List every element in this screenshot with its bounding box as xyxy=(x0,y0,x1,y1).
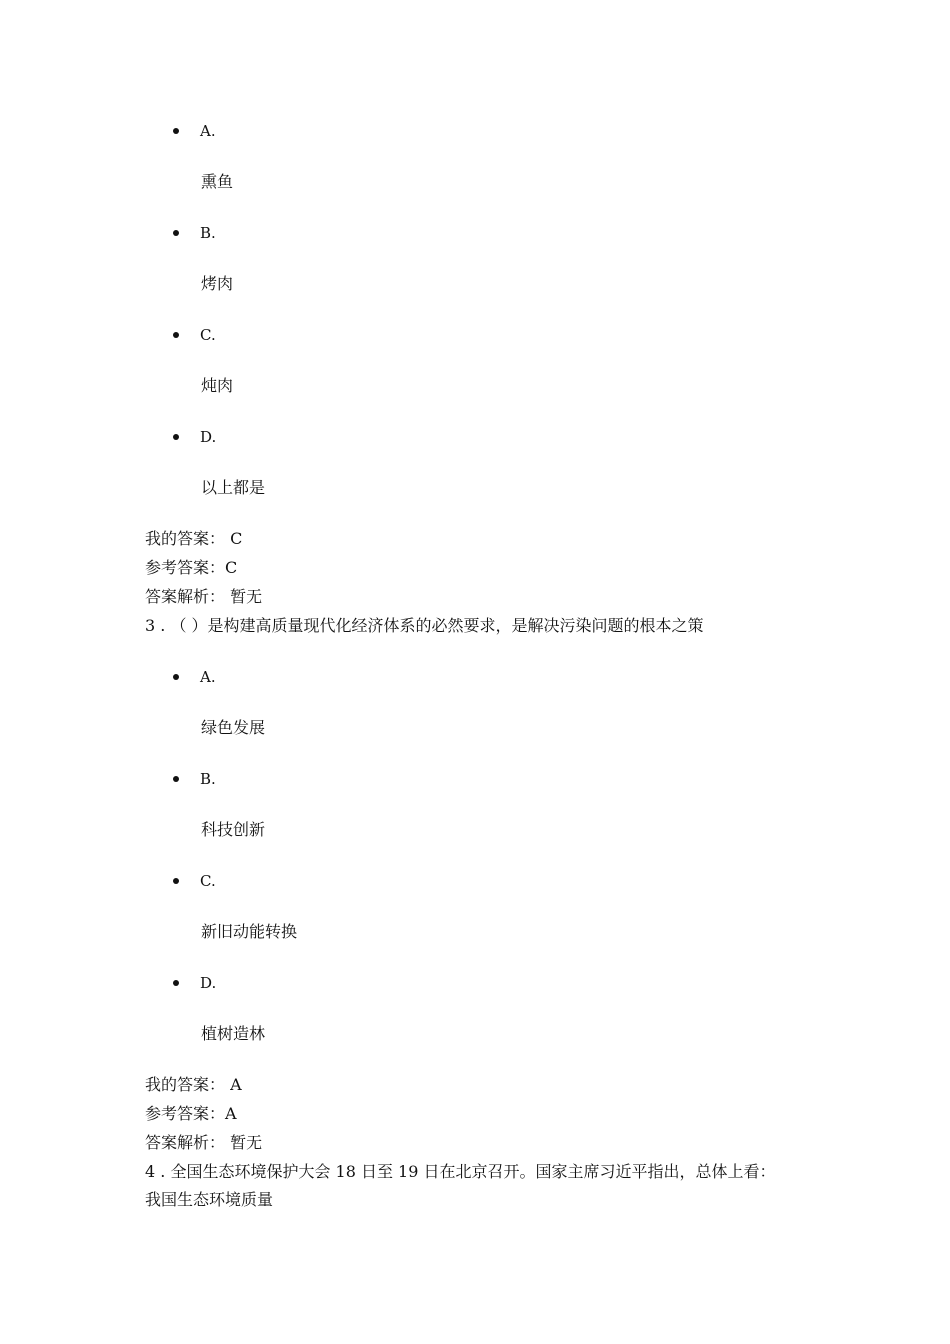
my-answer: 我的答案： A xyxy=(145,1075,242,1094)
option-text: 炖肉 xyxy=(201,376,234,395)
bullet-icon xyxy=(173,776,179,782)
question-stem: 4 . 全国生态环境保护大会 18 日至 19 日在北京召开。国家主席习近平指出，总体上看： xyxy=(145,1162,776,1181)
option-letter: C. xyxy=(200,872,216,890)
option-text: 熏鱼 xyxy=(201,172,234,191)
option-letter: B. xyxy=(200,770,216,788)
bullet-icon xyxy=(173,128,179,134)
bullet-icon xyxy=(173,230,179,236)
option-letter: A. xyxy=(200,122,216,140)
option-text: 新旧动能转换 xyxy=(201,922,298,941)
option-text: 烤肉 xyxy=(201,274,234,293)
option-letter: C. xyxy=(200,326,216,344)
question-stem-continued: 我国生态环境质量 xyxy=(145,1190,274,1209)
bullet-icon xyxy=(173,434,179,440)
reference-answer: 参考答案：C xyxy=(145,558,238,577)
option-letter: B. xyxy=(200,224,216,242)
reference-answer: 参考答案：A xyxy=(145,1104,237,1123)
option-text: 绿色发展 xyxy=(201,718,266,737)
option-text: 植树造林 xyxy=(201,1024,266,1043)
question-stem: 3 . （ ）是构建高质量现代化经济体系的必然要求，是解决污染问题的根本之策 xyxy=(145,616,704,635)
bullet-icon xyxy=(173,980,179,986)
option-text: 科技创新 xyxy=(201,820,266,839)
option-letter: A. xyxy=(200,668,216,686)
option-text: 以上都是 xyxy=(201,478,266,497)
bullet-icon xyxy=(173,674,179,680)
option-letter: D. xyxy=(200,974,217,992)
my-answer: 我的答案： C xyxy=(145,529,243,548)
bullet-icon xyxy=(173,332,179,338)
bullet-icon xyxy=(173,878,179,884)
answer-analysis: 答案解析： 暂无 xyxy=(145,1133,263,1152)
option-letter: D. xyxy=(200,428,217,446)
answer-analysis: 答案解析： 暂无 xyxy=(145,587,263,606)
